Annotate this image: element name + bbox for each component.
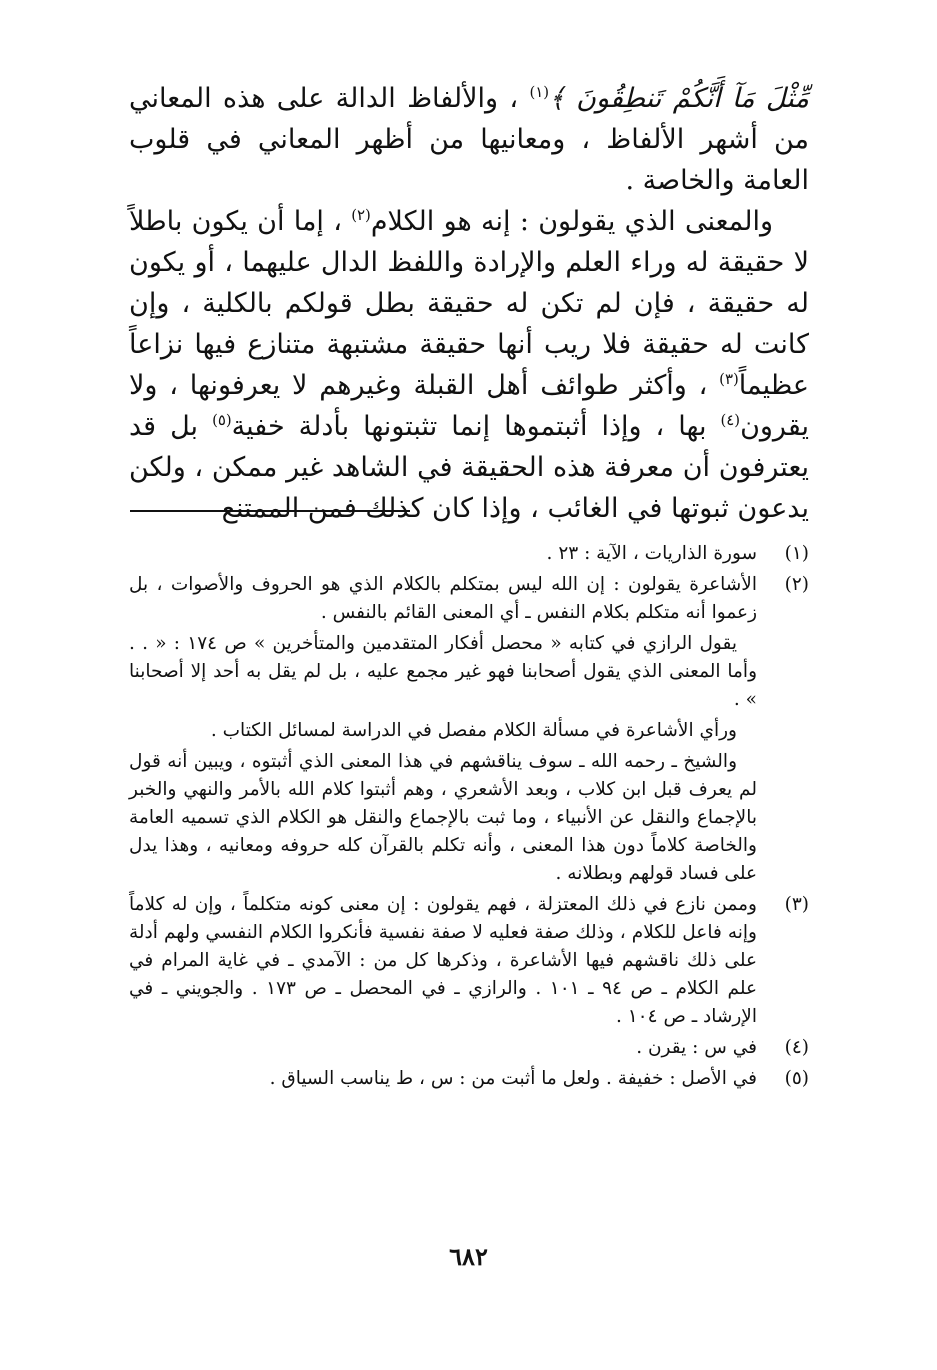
footnote-text: والشيخ ـ رحمه الله ـ سوف يناقشهم في هذا المعنى الذي أثبتوه ، ويبين أنه قول لم يعرف قبل ابن كلاب ، وبعد الأشعري ، وهم أثبتوا كلام الله بالأمر والنهي والخبر بالإجماع والنقل عن الأنبياء ، وما ثبت بالإجماع والنقل هو الكلام الذي تسميه العامة والخاصة كلاماً دون هذا المعنى ، وأنه تكلم بالقرآن كله حروفه ومعانيه ، وهذا يدل على فساد قولهم وبطلانه . xyxy=(129,751,757,884)
footnote-5 xyxy=(129,1065,809,1093)
footnote-2 xyxy=(129,571,809,888)
footnote-4 xyxy=(129,1034,809,1062)
paragraph-2-text-b: ، إما أن يكون باطلاً لا حقيقة له وراء العلم والإرادة واللفظ الدال عليهما ، أو يكون له حقيقة ، فإن لم تكن له حقيقة بطل قولكم بالكلية ، وإن كانت له حقيقة فلا ريب أنها حقيقة مشتبهة متنازع فيها نزاعاً عظيماً xyxy=(129,206,809,401)
main-text xyxy=(129,78,809,529)
paragraph-2-text-e: بل قد يعترفون أن معرفة هذه الحقيقة في الشاهد غير ممكن ، ولكن يدعون ثبوتها في الغائب ، وإذا كان كذلك فمن الممتنع xyxy=(129,411,809,524)
footnote-1 xyxy=(129,540,809,568)
paragraph-2-text-d: بها ، وإذا أثبتموها إنما تثبتونها بأدلة خفية xyxy=(231,411,721,442)
footnote-number: (٢) xyxy=(784,574,809,595)
footnote-text: ورأي الأشاعرة في مسألة الكلام مفصل في الدراسة لمسائل الكتاب . xyxy=(210,720,737,741)
footnote-number: (١) xyxy=(784,543,809,564)
footnote-ref-4[interactable]: (٤) xyxy=(720,411,741,429)
paragraph-1 xyxy=(129,78,809,201)
footnote-text: وممن نازع في ذلك المعتزلة ، فهم يقولون : إن معنى كونه متكلماً ، وإن له كلاماً وإنه فاعل للكلام ، وذلك صفة فعليه لا صفة نفسية فأنكروا الكلام النفسي ولهم أدلة على ذلك ناقشهم فيها الأشاعرة ، وذكرها كل من : الآمدي ـ في غاية المرام في علم الكلام ـ ص ٩٤ ـ ١٠١ . والرازي ـ في المحصل ـ ص ١٧٣ . والجويني ـ في الإرشاد ـ ص ١٠٤ . xyxy=(129,894,757,1027)
footnote-ref-1[interactable]: (١) xyxy=(529,83,550,101)
footnote-number: (٤) xyxy=(784,1037,809,1058)
paragraph-2 xyxy=(129,201,809,529)
footnote-text: الأشاعرة يقولون : إن الله ليس بمتكلم بالكلام الذي هو الحروف والأصوات ، بل زعموا أنه متكلم بكلام النفس ـ أي المعنى القائم بالنفس . xyxy=(129,574,757,623)
footnote-text: سورة الذاريات ، الآية : ٢٣ . xyxy=(546,543,757,564)
footnote-number: (٥) xyxy=(784,1068,809,1089)
footnote-text: يقول الرازي في كتابه « محصل أفكار المتقدمين والمتأخرين » ص ١٧٤ : « . . وأما المعنى الذي يقول أصحابنا فهو غير مجمع عليه ، بل لم يقل به أحد إلا أصحابنا » . xyxy=(129,633,757,710)
paragraph-2-text-a: والمعنى الذي يقولون : إنه هو الكلام xyxy=(370,206,773,237)
quran-verse: مِّثْلَ مَآ أَنَّكُمْ تَنطِقُونَ ﴾ xyxy=(549,83,809,114)
footnote-ref-3[interactable]: (٣) xyxy=(719,370,739,388)
footnote-number: (٣) xyxy=(784,894,809,915)
page-number: ٦٨٢ xyxy=(449,1242,488,1271)
footnote-text: في س : يقرن . xyxy=(636,1037,757,1058)
paragraph-2-text-c: ، وأكثر طوائف أهل القبلة وغيرهم لا يعرفونها ، ولا يقرون xyxy=(129,370,809,442)
footnote-separator xyxy=(130,510,410,512)
footnote-text: في الأصل : خفيفة . ولعل ما أثبت من : س ، ط يناسب السياق . xyxy=(269,1068,757,1089)
footnotes xyxy=(129,540,809,1096)
footnote-ref-2[interactable]: (٢) xyxy=(351,206,371,224)
footnote-3 xyxy=(129,891,809,1031)
paragraph-1-text: ، والألفاظ الدالة على هذه المعاني من أشهر الألفاظ ، ومعانيها من أظهر المعاني في قلوب العامة والخاصة . xyxy=(129,83,809,196)
footnote-ref-5[interactable]: (٥) xyxy=(212,411,232,429)
